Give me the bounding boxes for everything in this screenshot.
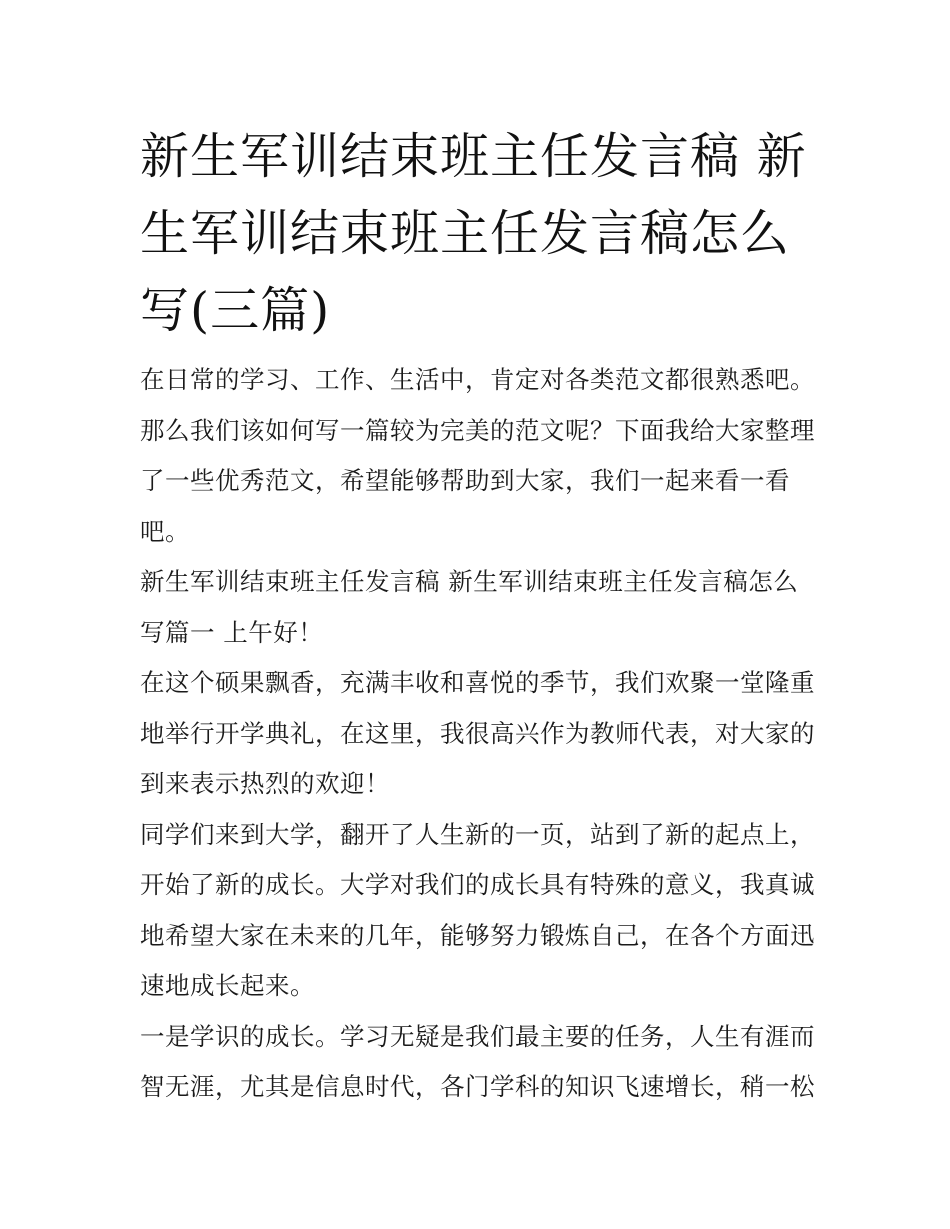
paragraph-knowledge-growth: 一是学识的成长。学习无疑是我们最主要的任务，人生有涯而智无涯，尤其是信息时代，各门学科的知识飞速增长，稍一松 [140,1021,815,1101]
document-page [140,118,820,1113]
document-title: 新生军训结束班主任发言稿 新生军训结束班主任发言稿怎么写(三篇) [140,128,807,339]
paragraph-intro: 在日常的学习、工作、生活中，肯定对各类范文都很熟悉吧。那么我们该如何写一篇较为完美的范文呢？下面我给大家整理了一些优秀范文，希望能够帮助到大家，我们一起来看一看吧。 [140,365,815,546]
paragraph-welcome: 在这个硕果飘香，充满丰收和喜悦的季节，我们欢聚一堂隆重地举行开学典礼，在这里，我很高兴作为教师代表，对大家的到来表示热烈的欢迎！ [140,668,815,798]
paragraph-new-start: 同学们来到大学，翻开了人生新的一页，站到了新的起点上，开始了新的成长。大学对我们的成长具有特殊的意义，我真诚地希望大家在未来的几年，能够努力锻炼自己，在各个方面迅速地成长起来。 [140,819,815,1000]
document-body [140,355,820,1113]
paragraph-heading-greeting: 新生军训结束班主任发言稿 新生军训结束班主任发言稿怎么写篇一 上午好！ [140,567,799,647]
